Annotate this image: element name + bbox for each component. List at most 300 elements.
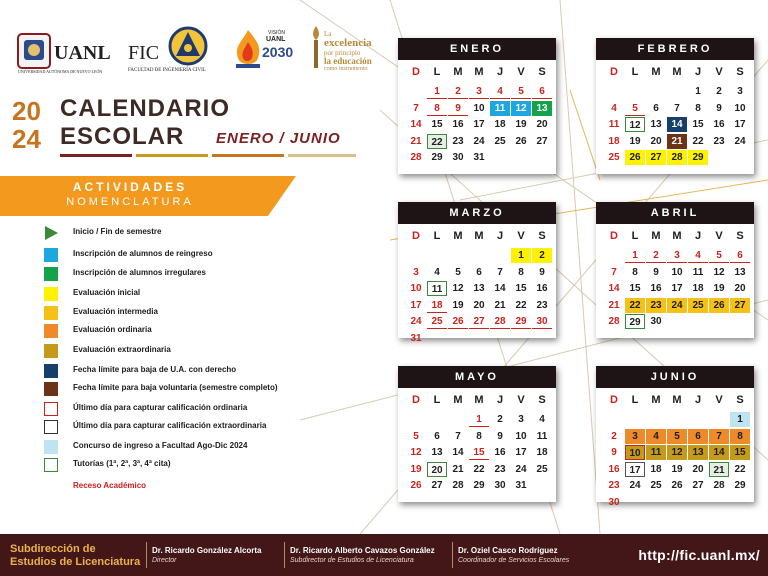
title-year-bottom: 24 [12,124,41,154]
title-subtitle: ENERO / JUNIO [216,130,341,147]
uanl-logo-text: UANL [54,42,111,64]
legend-item [44,458,344,472]
day-cell: 22 [625,298,645,313]
legend-swatch-outline [44,458,58,472]
day-cell: 6 [653,102,659,114]
day-cell: 1 [427,84,447,99]
day-cell: 17 [473,119,485,130]
day-cell: 16 [650,283,662,294]
legend-label: Inscripción de alumnos irregulares [73,268,206,277]
day-cell: 22 [692,135,704,147]
footer-person-2-role: Subdirector de Estudios de Licenciatura [290,557,414,564]
legend-swatch-none [44,480,58,494]
legend-label: Tutorías (1ª, 2ª, 3ª, 4ª cita) [73,459,171,468]
legend-swatch-outline [44,420,58,434]
legend-swatch [44,440,58,454]
day-cell: 13 [532,101,552,116]
torch-icon [308,24,324,72]
day-cell: 27 [692,480,704,491]
day-cell: 5 [455,266,461,278]
day-cell: 28 [410,152,422,163]
day-cell: 30 [494,480,506,491]
day-cell: 15 [730,445,750,460]
legend-item [44,287,344,301]
day-cell: 9 [539,266,545,278]
day-cell: 3 [518,414,524,425]
day-cell: 9 [497,430,503,442]
day-cell: 21 [494,299,506,311]
day-cell: 3 [469,84,489,99]
month-marzo [398,202,556,344]
activities-subtitle: NOMENCLATURA [66,196,194,208]
motto-l1: La [324,30,332,38]
day-cell: 3 [667,248,687,263]
day-cell: 15 [469,445,489,460]
day-cell: 6 [532,84,552,99]
legend-swatch [44,324,58,338]
weekday-header: M [651,66,661,78]
day-cell: 16 [494,447,506,458]
day-cell: 18 [692,283,704,294]
legend-swatch [44,306,58,320]
vision-year-label: 2030 [262,44,294,60]
legend-label: Fecha límite para baja de U.A. con derecho [73,365,237,374]
day-cell: 17 [625,462,645,477]
legend-label: Evaluación ordinaria [73,325,152,334]
day-cell: 15 [692,119,704,130]
day-cell: 2 [646,248,666,263]
day-cell: 8 [695,102,701,114]
day-cell: 22 [427,134,447,149]
day-cell: 11 [608,119,620,130]
day-cell: 8 [427,101,447,116]
day-cell: 14 [709,445,729,460]
footer-person-1-role: Director [152,557,177,564]
footer-person-3-name: Dr. Oziel Casco Rodríguez [458,546,558,555]
day-cell: 26 [515,135,527,147]
day-cell: 20 [650,135,662,147]
day-cell: 3 [413,266,419,278]
weekday-header: V [715,230,723,242]
legend-item [44,267,344,281]
activities-title: ACTIVIDADES [72,180,188,194]
day-cell: 12 [452,283,464,294]
legend-item [44,440,344,454]
day-cell: 21 [452,463,464,475]
day-cell: 1 [730,412,750,427]
weekday-header: S [538,230,546,242]
day-cell: 3 [625,429,645,444]
weekday-header: M [651,230,661,242]
legend-swatch [44,248,58,262]
legend-swatch [44,344,58,358]
day-cell: 25 [536,463,548,475]
day-cell: 12 [713,266,725,278]
footer-person-1-name: Dr. Ricardo González Alcorta [152,546,262,555]
day-cell: 9 [611,447,617,458]
weekday-header: J [496,66,504,78]
weekday-header: S [736,394,744,406]
day-cell: 7 [455,430,461,442]
day-cell: 17 [671,283,683,294]
weekday-header: L [433,394,441,406]
legend-label: Evaluación inicial [73,288,141,297]
month-title: ABRIL [596,202,754,224]
day-cell: 5 [667,429,687,444]
weekday-header: L [631,66,639,78]
day-cell: 22 [734,463,746,475]
weekday-header: V [715,394,723,406]
footer-person-2-name: Dr. Ricardo Alberto Cavazos González [290,546,435,555]
legend-label: Inscripción de alumnos de reingreso [73,249,213,258]
logos-row [14,24,394,80]
day-cell: 1 [625,248,645,263]
weekday-header: M [672,230,682,242]
legend-label: Fecha límite para baja voluntaria (semestre completo) [73,383,278,392]
month-junio [596,366,754,508]
legend-label: Evaluación intermedia [73,307,158,316]
day-cell: 8 [632,266,638,278]
day-cell: 29 [511,314,531,329]
month-enero [398,38,556,174]
day-cell: 26 [410,480,422,491]
activities-banner [0,176,300,216]
day-cell: 9 [448,101,468,116]
day-cell: 16 [452,119,464,130]
day-cell: 14 [410,119,422,130]
day-cell: 23 [494,463,506,475]
fic-emblem-icon [166,24,210,68]
motto-l5: como instrumento [324,66,368,72]
day-cell: 19 [452,299,464,311]
day-cell: 6 [476,266,482,278]
day-cell: 2 [716,86,722,97]
day-cell: 6 [688,429,708,444]
day-cell: 13 [650,119,662,130]
day-cell: 4 [646,429,666,444]
day-cell: 25 [650,480,662,491]
legend-item [44,364,344,378]
day-cell: 13 [473,283,485,294]
day-cell: 26 [448,314,468,329]
day-cell: 7 [709,429,729,444]
footer-dept-line2: Estudios de Licenciatura [10,556,141,568]
footer-url-link[interactable]: http://fic.uanl.mx/ [638,547,760,563]
day-cell: 10 [515,430,527,442]
legend-label: Concurso de ingreso a Facultad Ago-Dic 2024 [73,441,248,450]
title-line1: CALENDARIO [60,95,230,122]
vision-uanl-label: UANL [266,36,286,43]
legend-item [44,248,344,262]
day-cell: 30 [532,314,552,329]
month-title: ENERO [398,38,556,60]
footer-person-3-role: Coordinador de Servicios Escolares [458,557,570,564]
day-cell: 13 [688,445,708,460]
day-cell: 12 [410,447,422,458]
day-cell: 1 [469,412,489,427]
weekday-header: D [610,230,618,242]
day-cell: 6 [730,248,750,263]
uanl-logo-subtext: UNIVERSIDAD AUTÓNOMA DE NUEVO LEÓN [18,69,103,74]
day-cell: 5 [511,84,531,99]
day-cell: 16 [608,463,620,475]
day-cell: 10 [734,102,746,114]
legend-item [44,402,344,416]
day-cell: 18 [608,135,620,147]
motto-l4: la educación [324,56,372,66]
weekday-header: J [694,66,702,78]
day-cell: 24 [629,480,641,491]
month-mayo [398,366,556,502]
day-cell: 29 [625,314,645,329]
day-cell: 26 [709,298,729,313]
legend-swatch-outline [44,402,58,416]
legend-item [44,480,344,494]
day-cell: 11 [536,430,548,442]
day-cell: 28 [608,316,620,327]
day-cell: 20 [473,299,485,311]
weekday-header: L [631,230,639,242]
day-cell: 23 [608,480,620,491]
day-cell: 20 [427,462,447,477]
day-cell: 30 [650,316,662,327]
day-cell: 16 [713,119,725,130]
day-cell: 11 [427,281,447,296]
day-cell: 10 [671,266,683,278]
weekday-header: D [610,66,618,78]
day-cell: 5 [413,430,419,442]
day-cell: 19 [410,463,422,475]
month-title: MAYO [398,366,556,388]
legend-swatch [44,267,58,281]
weekday-header: M [672,394,682,406]
weekday-header: M [474,394,484,406]
day-cell: 26 [625,150,645,165]
day-cell: 20 [734,283,746,294]
day-cell: 15 [515,283,527,294]
day-cell: 23 [536,299,548,311]
day-cell: 25 [427,314,447,329]
weekday-header: M [651,394,661,406]
day-cell: 7 [674,102,680,114]
day-cell: 6 [434,430,440,442]
day-cell: 2 [532,248,552,263]
day-cell: 8 [730,429,750,444]
day-cell: 19 [671,463,683,475]
legend-item [44,382,344,396]
day-cell: 17 [515,447,527,458]
day-cell: 31 [515,480,527,491]
day-cell: 27 [431,480,443,491]
weekday-header: D [412,66,420,78]
day-cell: 27 [730,298,750,313]
weekday-header: J [694,230,702,242]
motto-l2: excelencia [324,37,372,49]
weekday-header: M [453,230,463,242]
day-cell: 3 [737,86,743,97]
title-underline-4 [288,154,356,157]
day-cell: 24 [410,316,422,327]
legend-item [44,324,344,338]
vision-label: VISIÓN [268,30,285,36]
weekday-header: M [453,394,463,406]
day-cell: 14 [452,447,464,458]
weekday-header: V [517,394,525,406]
legend-item [44,226,344,240]
footer-separator [452,542,453,568]
day-cell: 7 [413,102,419,114]
day-cell: 24 [473,135,485,147]
vision-flame-icon [230,28,266,72]
fic-logo-subtext: FACULTAD DE INGENIERÍA CIVIL [128,68,206,73]
day-cell: 28 [490,314,510,329]
day-cell: 1 [695,86,701,97]
day-cell: 4 [688,248,708,263]
weekday-header: S [736,230,744,242]
legend-label: Receso Académico [73,481,147,490]
day-cell: 21 [709,462,729,477]
day-cell: 12 [667,445,687,460]
footer [0,534,768,576]
day-cell: 4 [539,414,545,425]
title-underline-1 [60,154,132,157]
day-cell: 19 [515,119,527,130]
day-cell: 4 [611,102,617,114]
weekday-header: V [517,66,525,78]
day-cell: 25 [494,135,506,147]
legend-swatch [44,287,58,301]
weekday-header: M [474,66,484,78]
day-cell: 15 [431,119,443,130]
day-cell: 5 [709,248,729,263]
day-cell: 28 [713,480,725,491]
day-cell: 27 [469,314,489,329]
footer-separator [146,542,147,568]
day-cell: 14 [494,283,506,294]
day-cell: 28 [667,150,687,165]
month-abril [596,202,754,338]
day-cell: 16 [536,283,548,294]
legend-label: Último día para capturar calificación ordinaria [73,403,248,412]
day-cell: 19 [713,283,725,294]
day-cell: 17 [734,119,746,130]
weekday-header: M [474,230,484,242]
title-line2: ESCOLAR [60,123,185,150]
weekday-header: M [672,66,682,78]
day-cell: 12 [625,117,645,132]
day-cell: 10 [410,283,422,294]
day-cell: 22 [515,299,527,311]
day-cell: 2 [611,430,617,442]
weekday-header: L [631,394,639,406]
day-cell: 14 [608,283,620,294]
day-cell: 23 [646,298,666,313]
day-cell: 29 [473,480,485,491]
footer-dept-line1: Subdirección de [10,543,96,555]
weekday-header: V [517,230,525,242]
weekday-header: V [715,66,723,78]
day-cell: 30 [608,496,620,508]
day-cell: 25 [688,298,708,313]
legend-item [44,306,344,320]
fic-logo-text: FIC [128,42,160,64]
day-cell: 18 [650,463,662,475]
day-cell: 10 [625,445,645,460]
weekday-header: L [433,230,441,242]
motto-l3: por principio [324,49,361,57]
day-cell: 24 [734,135,746,147]
day-cell: 11 [646,445,666,460]
footer-separator [284,542,285,568]
day-cell: 1 [511,248,531,263]
day-cell: 22 [473,463,485,475]
month-title: JUNIO [596,366,754,388]
legend-label: Inicio / Fin de semestre [73,227,162,236]
weekday-header: M [453,66,463,78]
month-title: FEBRERO [596,38,754,60]
day-cell: 21 [667,134,687,149]
day-cell: 4 [490,84,510,99]
day-cell: 25 [608,152,620,163]
day-cell: 13 [431,447,443,458]
day-cell: 15 [629,283,641,294]
day-cell: 18 [536,447,548,458]
day-cell: 8 [476,430,482,442]
day-cell: 17 [410,299,422,311]
weekday-header: L [433,66,441,78]
day-cell: 29 [688,150,708,165]
day-cell: 12 [511,101,531,116]
title-year-top: 20 [12,96,41,126]
day-cell: 21 [410,135,422,147]
day-cell: 21 [608,299,620,311]
uanl-shield-icon [16,32,52,70]
weekday-header: D [412,230,420,242]
legend-swatch [44,382,58,396]
legend-item [44,420,344,434]
day-cell: 9 [653,266,659,278]
day-cell: 7 [497,266,503,278]
day-cell: 28 [452,480,464,491]
month-title: MARZO [398,202,556,224]
weekday-header: S [538,394,546,406]
weekday-header: J [496,394,504,406]
day-cell: 20 [536,119,548,130]
day-cell: 27 [536,135,548,147]
day-cell: 14 [667,117,687,132]
day-cell: 30 [452,152,464,163]
day-cell: 29 [431,152,443,163]
day-cell: 23 [452,135,464,147]
day-cell: 27 [646,150,666,165]
day-cell: 20 [692,463,704,475]
day-cell: 11 [692,266,704,278]
day-cell: 2 [448,84,468,99]
day-cell: 31 [410,332,422,344]
weekday-header: J [496,230,504,242]
legend-label: Evaluación extraordinaria [73,345,171,354]
day-cell: 2 [497,414,503,425]
day-cell: 24 [515,463,527,475]
weekday-header: S [736,66,744,78]
title-underline-2 [136,154,208,157]
day-cell: 13 [734,266,746,278]
legend-label: Último día para capturar calificación extraordinaria [73,421,267,430]
day-cell: 18 [427,298,447,313]
weekday-header: D [412,394,420,406]
weekday-header: S [538,66,546,78]
day-cell: 23 [713,135,725,147]
